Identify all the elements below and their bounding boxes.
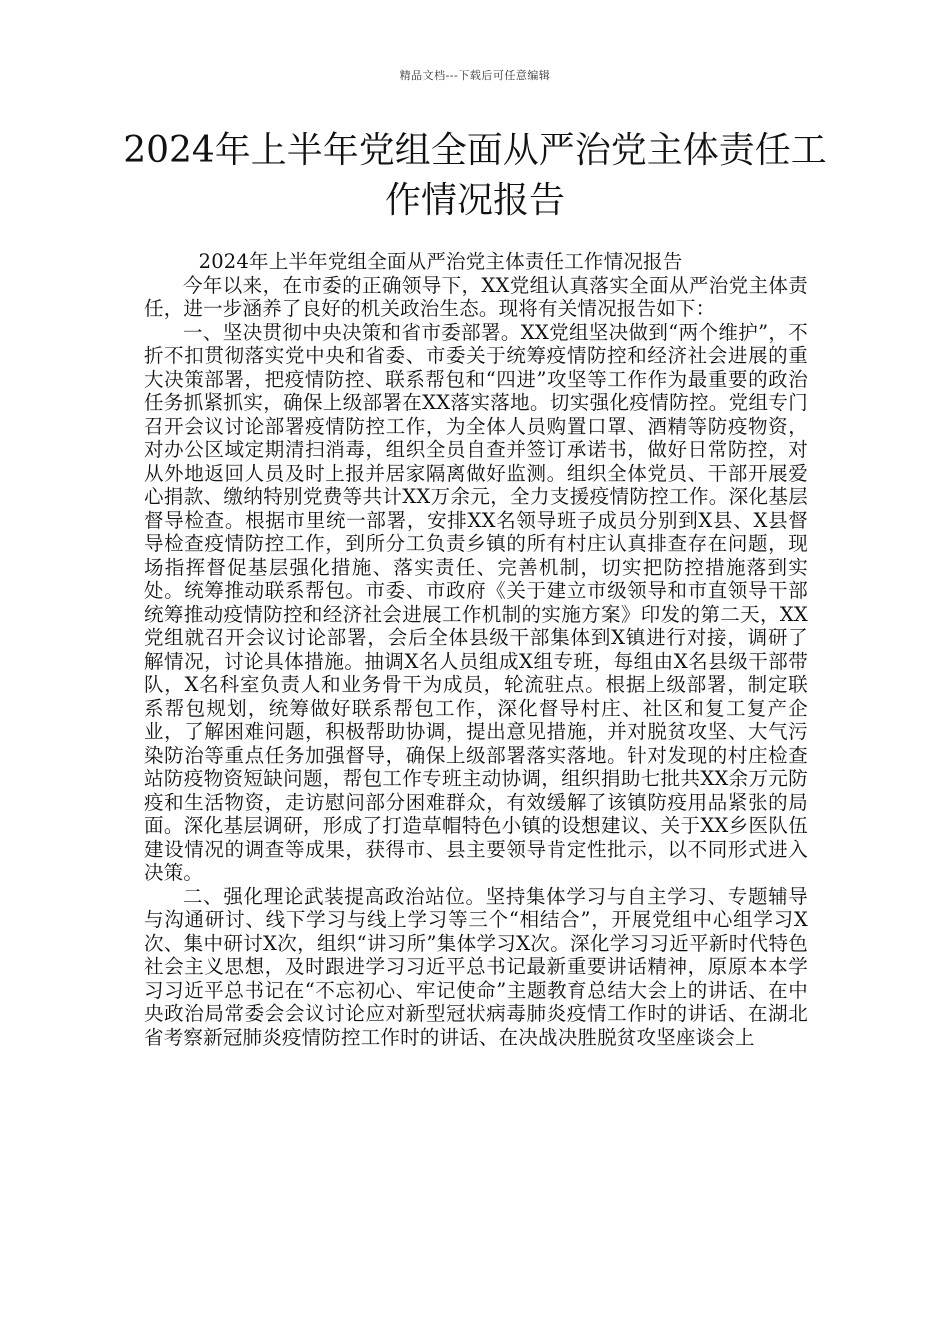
paragraph-section-2: 二、强化理论武装提高政治站位。坚持集体学习与自主学习、专题辅导与沟通研讨、线下学习与线上学习等三个“相结合”，开展党组中心组学习X次、集中研讨X次，组织“讲习所”集体学习X次。深化学习习近平新时代特色社会主义思想，及时跟进学习习近平总书记最新重要讲话精神，原原本本学习习近平总书记在“不忘初心、牢记使命”主题教育总结大会上的讲话、在中央政治局常委会会议讨论应对新型冠状病毒肺炎疫情工作时的讲话、在湖北省考察新冠肺炎疫情防控工作时的讲话、在决战决胜脱贫攻坚座谈会上 xyxy=(144,884,808,1049)
document-title: 2024年上半年党组全面从严治党主体责任工作情况报告 xyxy=(123,130,827,221)
header-note: 精品文档---下载后可任意编辑 xyxy=(399,69,551,82)
document-subtitle: 2024年上半年党组全面从严治党主体责任工作情况报告 xyxy=(198,250,683,273)
paragraph-section-1: 一、坚决贯彻中央决策和省市委部署。XX党组坚决做到“两个维护”，不折不扣贯彻落实党中央和省委、市委关于统筹疫情防控和经济社会进展的重大决策部署，把疫情防控、联系帮包和“四进”攻坚等工作作为最重要的政治任务抓紧抓实，确保上级部署在XX落实落地。切实强化疫情防控。党组专门召开会议讨论部署疫情防控工作，为全体人员购置口罩、酒精等防疫物资，对办公区域定期清扫消毒，组织全员自查并签订承诺书，做好日常防控，对从外地返回人员及时上报并居家隔离做好监测。组织全体党员、干部开展爱心捐款、缴纳特别党费等共计XX万余元，全力支援疫情防控工作。深化基层督导检查。根据市里统一部署，安排XX名领导班子成员分别到X县、X县督导检查疫情防控工作，到所分工负责乡镇的所有村庄认真排查存在问题，现场指挥督促基层强化措施、落实责任、完善机制，切实把防控措施落到实处。统筹推动联系帮包。市委、市政府《关于建立市级领导和市直领导干部统筹推动疫情防控和经济社会进展工作机制的实施方案》印发的第二天，XX党组就召开会议讨论部署，会后全体县级干部集体到X镇进行对接，调研了解情况，讨论具体措施。抽调X名人员组成X组专班，每组由X名县级干部带队，X名科室负责人和业务骨干为成员，轮流驻点。根据上级部署，制定联系帮包规划，统筹做好联系帮包工作，深化督导村庄、社区和复工复产企业，了解困难问题，积极帮助协调，提出意见措施，并对脱贫攻坚、大气污染防治等重点任务加强督导，确保上级部署落实落地。针对发现的村庄检查站防疫物资短缺问题，帮包工作专班主动协调，组织捐助七批共XX余万元防疫和生活物资，走访慰问部分困难群众，有效缓解了该镇防疫用品紧张的局面。深化基层调研，形成了打造草帽特色小镇的设想建议、关于XX乡医队伍建设情况的调查等成果，获得市、县主要领导肯定性批示，以不同形式进入决策。 xyxy=(144,320,808,884)
document-body xyxy=(144,250,808,1049)
paragraph-intro: 今年以来，在市委的正确领导下，XX党组认真落实全面从严治党主体责任，进一步涵养了良好的机关政治生态。现将有关情况报告如下： xyxy=(144,273,808,320)
